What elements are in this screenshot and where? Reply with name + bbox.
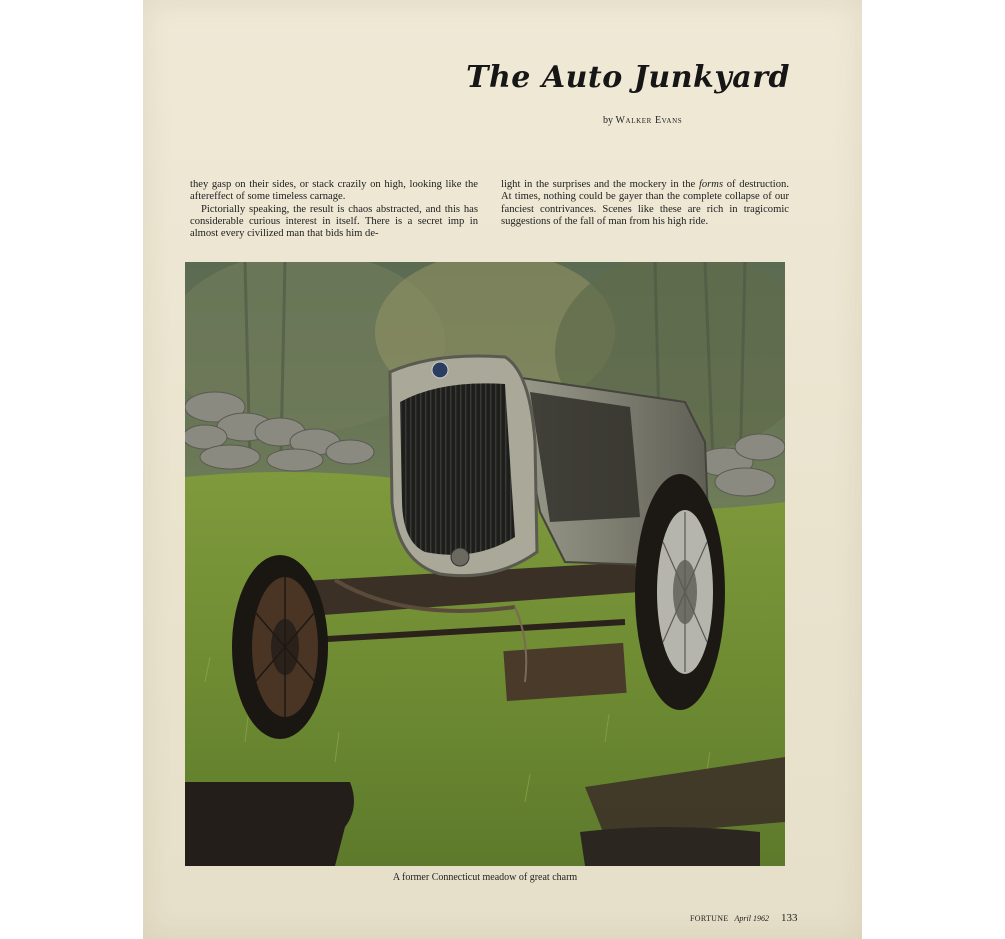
- emphasis: forms: [698, 179, 724, 190]
- byline-prefix: by: [603, 115, 613, 126]
- author-name: Walker Evans: [615, 115, 683, 126]
- page-footer: [690, 908, 797, 926]
- paragraph: [501, 179, 789, 228]
- magazine-name: FORTUNE: [690, 914, 729, 923]
- photo-caption: A former Connecticut meadow of great charm: [392, 872, 578, 883]
- text-column-left: [190, 179, 478, 240]
- page-number: 133: [780, 912, 798, 924]
- byline: [603, 115, 682, 126]
- text-column-right: [501, 179, 789, 228]
- issue-date: April 1962: [734, 914, 769, 923]
- text-run: of destruction. At times, nothing could be gayer than the complete collapse of our fanciest contrivances. Scenes like these are rich in tragicomic suggestions of the fall of man from his high ride.: [501, 179, 789, 227]
- paragraph: they gasp on their sides, or stack crazily on high, looking like the aftereffect of some timeless carnage.: [190, 179, 478, 203]
- article-title: The Auto Junkyard: [466, 60, 790, 95]
- junked-car-photo: [185, 262, 785, 866]
- paragraph: Pictorially speaking, the result is chaos abstracted, and this has considerable curious interest in itself. There is a secret imp in almost every civilized man that bids him de-: [190, 203, 478, 240]
- text-run: light in the surprises and the mockery in the: [501, 179, 699, 190]
